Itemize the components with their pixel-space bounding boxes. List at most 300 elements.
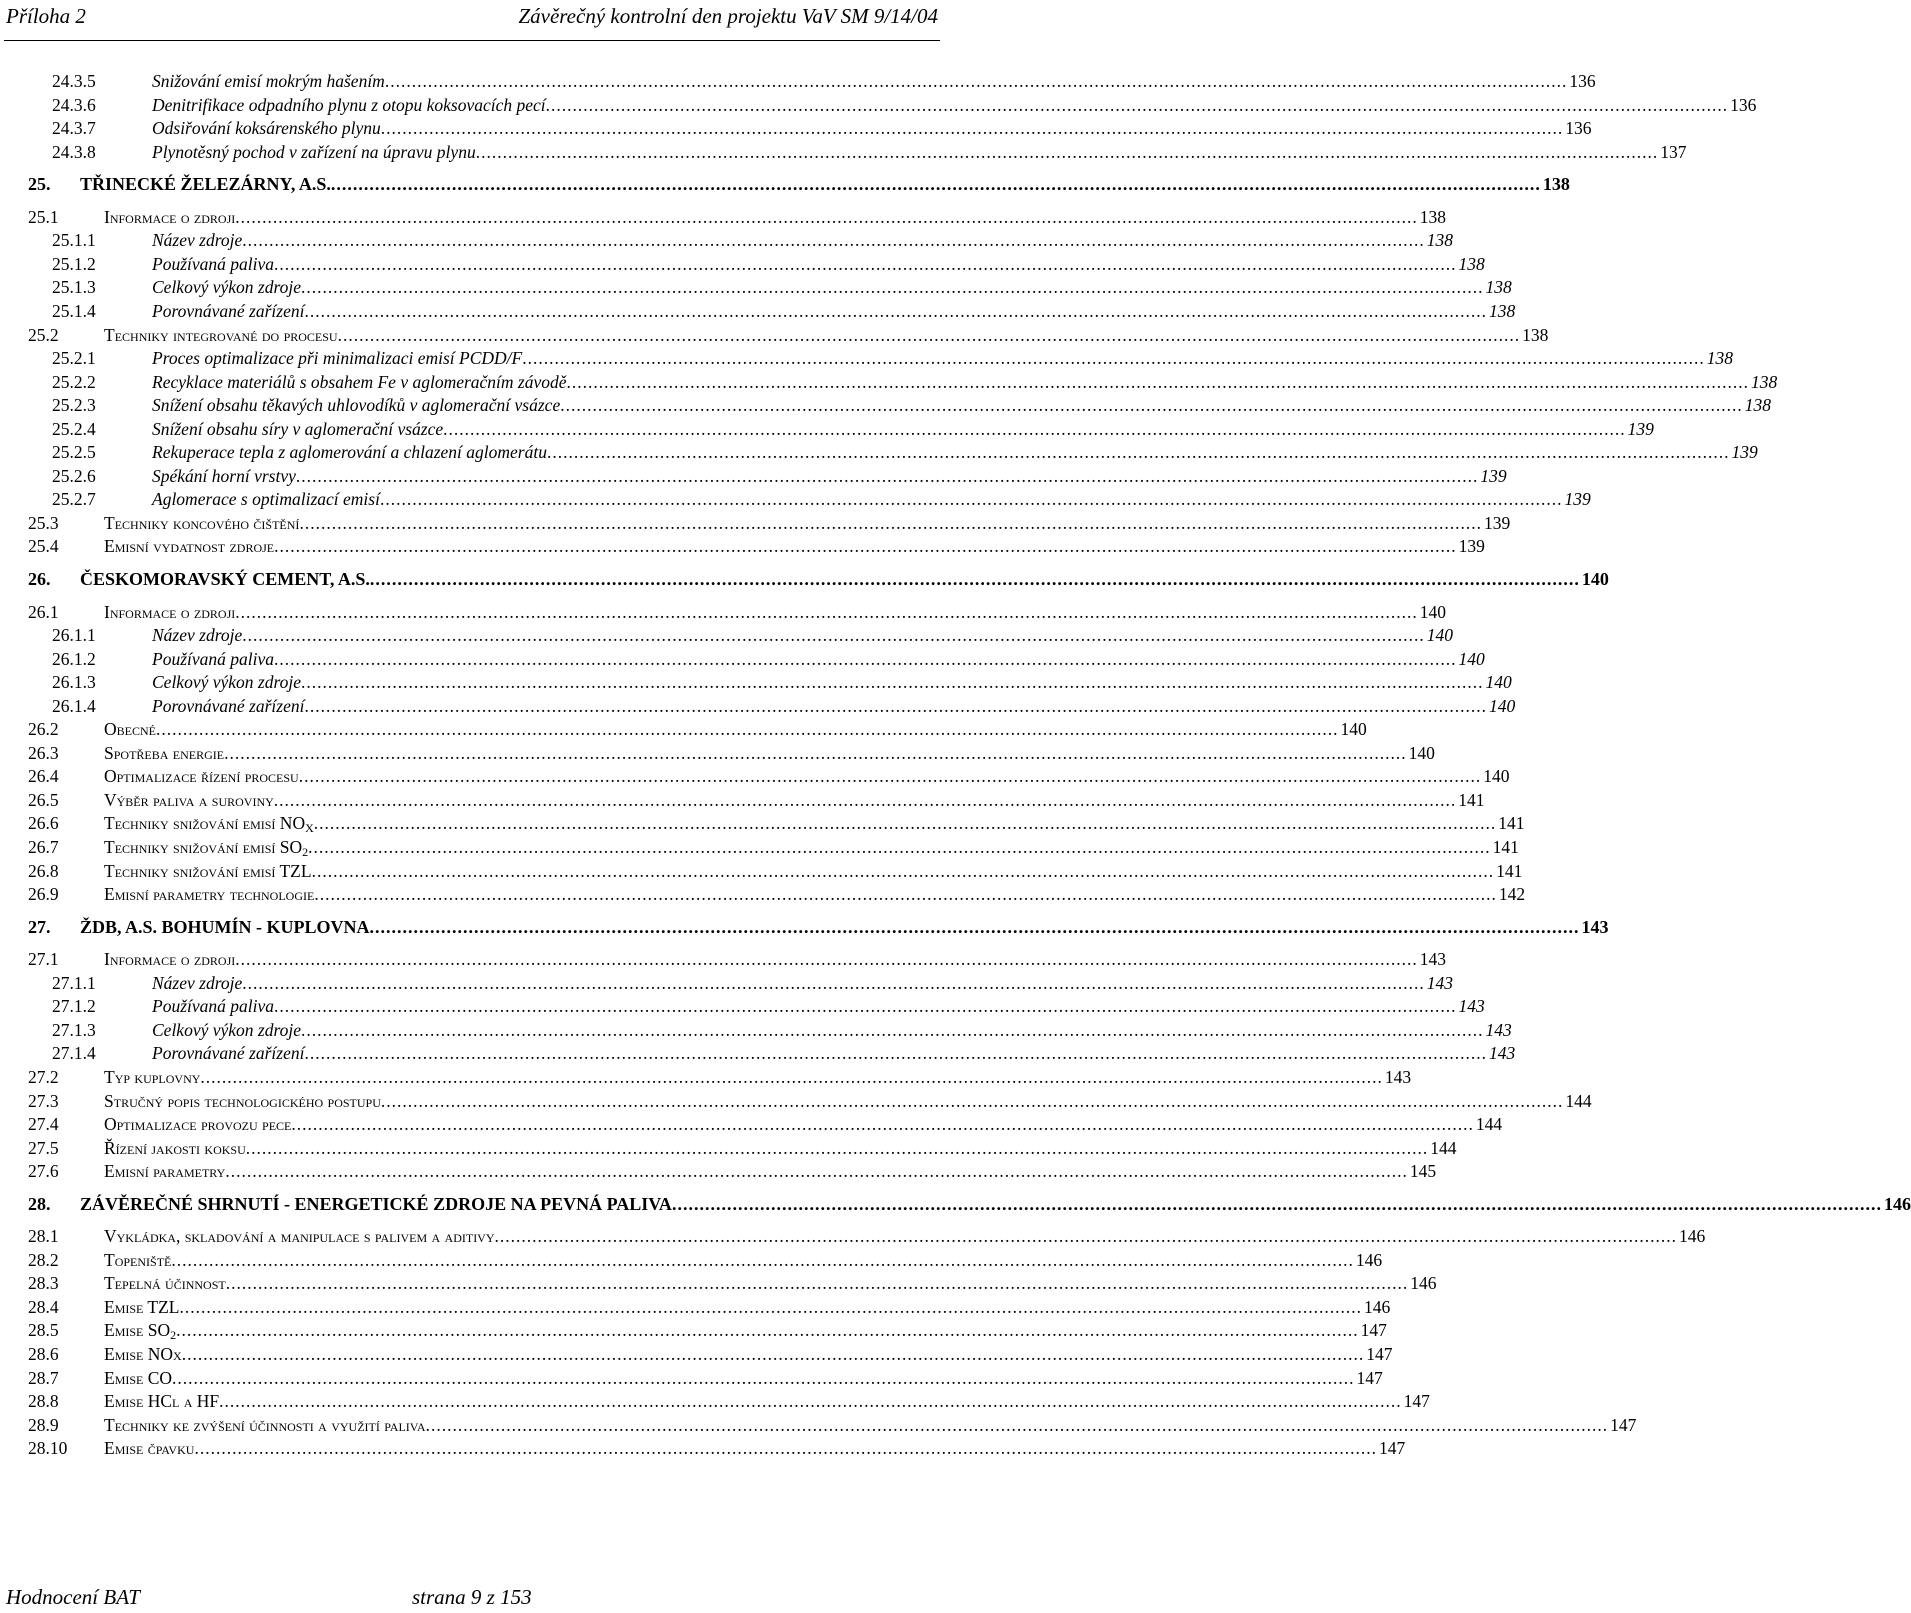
toc-entry-page: 138 [1426,230,1453,250]
toc-entry-title-text: Název zdroje [152,230,243,250]
toc-entry-title [104,1319,176,1346]
toc-leader-dots: ............................................................................................................................................................................................................................ [235,602,1418,622]
toc-entry[interactable] [28,1390,1430,1412]
toc-entry-title-text: Recyklace materiálů s obsahem Fe v aglomeračním závodě [152,372,567,392]
toc-entry[interactable] [52,418,1654,440]
toc-entry-number: 25.2 [28,325,59,345]
toc-entry[interactable] [28,948,1447,970]
toc-entry-title-text: Porovnávané zařízení [152,1043,305,1063]
toc-entry-number: 26. [28,569,51,589]
toc-entry-title-text: Techniky snižování emisí SO [104,837,303,857]
toc-entry[interactable] [28,512,1511,534]
toc-entry-page: 141 [1496,861,1523,881]
toc-leader-dots: ............................................................................................................................................................................................................................ [313,813,1497,833]
toc-entry-title-text: Informace o zdroji [104,207,236,227]
toc-entry[interactable] [28,206,1447,228]
toc-entry-title-text: Vykládka, skladování a manipulace s palivem a aditivy [104,1226,495,1246]
toc-entry[interactable] [28,535,1485,557]
toc-entry-page: 141 [1498,813,1525,833]
toc-entry-number: 26.1.1 [52,625,96,645]
toc-entry-title [152,441,547,463]
toc-entry[interactable] [28,883,1526,905]
toc-entry-title [104,948,235,970]
toc-entry-number: 26.1.2 [52,649,96,669]
toc-entry-title [104,601,235,623]
toc-entry-page: 138 [1744,395,1771,415]
toc-leader-dots: ............................................................................................................................................................................................................................ [274,254,1457,274]
toc-entry-number: 25.2.5 [52,442,96,462]
toc-entry[interactable] [28,1437,1406,1459]
toc-entry-title [152,995,274,1017]
toc-entry-title [80,916,370,938]
toc-entry-page: 147 [1360,1320,1387,1340]
toc-entry[interactable] [28,860,1523,882]
toc-leader-dots: ............................................................................................................................................................................................................................ [235,949,1418,969]
toc-entry-page: 138 [1706,348,1733,368]
toc-entry[interactable] [52,671,1512,693]
toc-entry-number: 26.3 [28,743,59,763]
toc-entry-number: 25. [28,174,51,194]
toc-leader-dots: ............................................................................................................................................................................................................................ [176,1320,1359,1340]
toc-entry-number: 26.4 [28,766,59,786]
toc-entry-title-text: Výběr paliva a suroviny [104,790,274,810]
toc-entry-title-text: Porovnávané zařízení [152,301,305,321]
toc-leader-dots: ............................................................................................................................................................................................................................ [200,1067,1383,1087]
toc-leader-dots: ............................................................................................................................................................................................................................ [369,917,1580,937]
toc-entry-title-text: Typ kuplovny [104,1067,201,1087]
toc-entry-page: 138 [1458,254,1485,274]
toc-entry-page: 144 [1565,1091,1592,1111]
toc-leader-dots: ............................................................................................................................................................................................................................ [273,790,1457,810]
toc-entry[interactable] [28,1367,1383,1389]
toc-entry[interactable] [52,695,1516,717]
toc-entry-number: 27.1.4 [52,1043,96,1063]
toc-entry-title-text: Proces optimalizace při minimalizaci emisí PCDD/F [152,348,523,368]
toc-leader-dots: ............................................................................................................................................................................................................................ [425,1415,1609,1435]
toc-entry[interactable] [28,1296,1391,1318]
toc-entry[interactable] [52,347,1733,369]
toc-entry[interactable] [28,1414,1637,1436]
toc-entry-title [152,253,274,275]
toc-entry[interactable] [28,789,1485,811]
toc-entry-title-text: ČESKOMORAVSKÝ CEMENT, A.S. [80,569,370,589]
toc-entry-page: 139 [1480,466,1507,486]
toc-entry[interactable] [28,812,1525,835]
toc-entry-page: 138 [1751,372,1778,392]
toc-entry[interactable] [52,141,1687,163]
toc-leader-dots: ............................................................................................................................................................................................................................ [566,372,1750,392]
toc-entry[interactable] [52,300,1516,322]
toc-entry-number: 28.10 [28,1438,68,1458]
page-footer [0,1583,960,1613]
toc-entry[interactable] [52,276,1512,298]
toc-entry[interactable] [28,1225,1706,1247]
toc-entry-page: 139 [1483,513,1511,533]
toc-entry[interactable] [28,916,1609,938]
toc-entry-number: 25.4 [28,536,59,556]
toc-entry-title [104,206,235,228]
toc-leader-dots: ............................................................................................................................................................................................................................ [330,174,1541,194]
toc-entry[interactable] [52,94,1757,116]
toc-entry-title-text: Používaná paliva [152,649,274,669]
toc-entry[interactable] [28,1113,1503,1135]
toc-entry-page: 140 [1426,625,1453,645]
toc-entry-title-text: Techniky ke zvýšení účinnosti a využití paliva [104,1415,426,1435]
toc-leader-dots: ............................................................................................................................................................................................................................ [304,1043,1487,1063]
toc-leader-dots: ............................................................................................................................................................................................................................ [299,513,1482,533]
toc-leader-dots: ............................................................................................................................................................................................................................ [172,1368,1355,1388]
toc-entry-page: 139 [1564,489,1591,509]
toc-entry-page: 136 [1569,71,1596,91]
toc-entry-page: 146 [1410,1273,1437,1293]
footer-page-number: strana 9 z 153 [412,1585,532,1609]
toc-entry-title [104,1066,200,1088]
toc-entry-title [152,418,443,440]
toc-entry-title [104,1137,246,1159]
page-header [0,0,960,42]
toc-entry-title [104,1296,180,1318]
toc-entry-title-text: Název zdroje [152,973,243,993]
toc-entry-title [104,860,312,882]
toc-entry-title [152,972,242,994]
toc-entry-number: 24.3.5 [52,71,96,91]
toc-entry-title [152,276,301,298]
toc-entry-title [104,1414,426,1436]
toc-entry-number: 27.1.3 [52,1020,96,1040]
toc-entry-page: 147 [1403,1391,1430,1411]
toc-entry-title [80,173,331,195]
toc-entry[interactable] [52,229,1453,251]
toc-entry[interactable] [52,465,1507,487]
toc-entry-title [152,648,274,670]
toc-entry-title-text: Celkový výkon zdroje [152,1020,302,1040]
toc-entry-number: 25.1 [28,207,59,227]
toc-entry[interactable] [28,1160,1437,1182]
toc-entry-page: 146 [1679,1226,1706,1246]
toc-entry-number: 27.4 [28,1114,59,1134]
toc-entry[interactable] [28,718,1367,740]
toc-entry-page: 136 [1730,95,1757,115]
toc-entry-title [152,465,296,487]
toc-entry-page: 143 [1458,996,1485,1016]
toc-entry[interactable] [52,648,1485,670]
toc-entry-number: 24.3.7 [52,118,96,138]
toc-entry-number: 28.6 [28,1344,59,1364]
header-appendix-label: Příloha 2 [6,4,86,28]
toc-entry-title [104,1437,194,1459]
footer-document-title: Hodnocení BAT [6,1585,140,1609]
toc-entry-title-text: Snížení obsahu těkavých uhlovodíků v aglomerační vsázce [152,395,561,415]
toc-entry-title-text: Emise čpavku [104,1438,195,1458]
toc-entry[interactable] [28,324,1549,346]
toc-entry[interactable] [52,1019,1512,1041]
toc-leader-dots: ............................................................................................................................................................................................................................ [443,419,1626,439]
toc-entry[interactable] [52,488,1591,510]
toc-entry-number: 25.2.7 [52,489,96,509]
toc-entry-page: 140 [1340,719,1367,739]
toc-leader-dots: ............................................................................................................................................................................................................................ [171,1250,1354,1270]
toc-entry-page: 143 [1426,973,1453,993]
toc-entry-title [152,141,476,163]
toc-entry-page: 147 [1366,1344,1393,1364]
toc-entry-title-text: Plynotěsný pochod v zařízení na úpravu plynu [152,142,476,162]
toc-entry-title-text: Tepelná účinnost [104,1273,226,1293]
toc-entry-title [152,394,560,416]
toc-leader-dots: ............................................................................................................................................................................................................................ [304,696,1487,716]
toc-leader-dots: ............................................................................................................................................................................................................................ [522,348,1705,368]
toc-leader-dots: ............................................................................................................................................................................................................................ [560,395,1743,415]
toc-leader-dots: ............................................................................................................................................................................................................................ [380,118,1564,138]
toc-entry-page: 140 [1458,649,1485,669]
toc-entry-number: 28.4 [28,1297,59,1317]
toc-entry-title [104,812,314,839]
toc-entry-page: 140 [1485,672,1512,692]
toc-entry-page: 141 [1492,837,1519,857]
toc-entry-title [104,1113,291,1135]
toc-entry-number: 26.1.4 [52,696,96,716]
header-rule [4,40,940,41]
toc-entry[interactable] [52,441,1758,463]
toc-entry-number: 25.2.4 [52,419,96,439]
toc-entry-page: 138 [1419,207,1447,227]
toc-entry[interactable] [28,1193,1911,1215]
toc-entry-title [104,1090,381,1112]
toc-entry-title-text: Techniky integrované do procesu [104,325,338,345]
toc-entry[interactable] [28,1319,1387,1342]
toc-entry-title [152,347,522,369]
toc-entry-number: 27.3 [28,1091,59,1111]
toc-entry[interactable] [28,836,1519,859]
toc-entry-page: 146 [1364,1297,1391,1317]
toc-entry-title-text: Informace o zdroji [104,949,236,969]
toc-leader-dots: ............................................................................................................................................................................................................................ [242,625,1425,645]
toc-entry-title [152,70,385,92]
toc-entry-title-text: Spotřeba energie [104,743,225,763]
toc-leader-dots: ............................................................................................................................................................................................................................ [274,996,1457,1016]
toc-entry-page: 139 [1458,536,1485,556]
toc-entry-title-text: Techniky koncového čištění [104,513,300,533]
toc-entry-page: 140 [1483,766,1510,786]
toc-entry-title-text: ZÁVĚREČNÉ SHRNUTÍ - ENERGETICKÉ ZDROJE NA PEVNÁ PALIVA [80,1194,672,1214]
toc-leader-dots: ............................................................................................................................................................................................................................ [301,1020,1484,1040]
toc-leader-dots: ............................................................................................................................................................................................................................ [245,1138,1429,1158]
toc-entry-page: 140 [1419,602,1447,622]
toc-entry[interactable] [52,253,1485,275]
toc-entry-title-text: TŘINECKÉ ŽELEZÁRNY, A.S. [80,174,331,194]
toc-entry-number: 27. [28,917,51,937]
toc-entry[interactable] [28,601,1447,623]
toc-entry-number: 28.3 [28,1273,59,1293]
toc-entry-page: 138 [1488,301,1516,321]
toc-entry-title-text: Rekuperace tepla z aglomerování a chlazení aglomerátu [152,442,547,462]
toc-entry-title-text: Používaná paliva [152,996,274,1016]
toc-entry-number: 26.6 [28,813,59,833]
toc-entry-title [104,765,299,787]
toc-leader-dots: ............................................................................................................................................................................................................................ [298,766,1482,786]
toc-entry-title [152,300,304,322]
toc-entry-title [80,1193,672,1215]
toc-entry-title-text: Emise SO [104,1320,171,1340]
toc-entry-number: 26.7 [28,837,59,857]
toc-entry-number: 28. [28,1194,51,1214]
toc-entry-title-text: Emise CO [104,1368,173,1388]
toc-entry-page: 140 [1408,743,1435,763]
toc-entry-number: 28.7 [28,1368,59,1388]
toc-entry-number: 25.3 [28,513,59,533]
toc-entry-number: 26.1.3 [52,672,96,692]
toc-entry[interactable] [28,1090,1592,1112]
toc-entry-title-text: Denitrifikace odpadního plynu z otopu koksovacích pecí [152,95,546,115]
toc-leader-dots: ............................................................................................................................................................................................................................ [181,1344,1365,1364]
toc-entry-number: 28.2 [28,1250,59,1270]
toc-entry-title-text: Obecné [104,719,156,739]
toc-leader-dots: ............................................................................................................................................................................................................................ [291,1114,1474,1134]
toc-entry-title-text: Celkový výkon zdroje [152,277,302,297]
toc-entry[interactable] [28,1343,1393,1365]
toc-entry-title [152,1042,304,1064]
toc-leader-dots: ............................................................................................................................................................................................................................ [219,1391,1402,1411]
toc-leader-dots: ............................................................................................................................................................................................................................ [235,207,1418,227]
toc-entry[interactable] [28,568,1609,590]
toc-entry-page: 136 [1565,118,1592,138]
toc-entry-title-text: Porovnávané zařízení [152,696,305,716]
toc-entry[interactable] [28,1272,1437,1294]
toc-entry-page: 143 [1581,917,1609,937]
toc-entry-page: 147 [1378,1438,1406,1458]
toc-entry-title-text: Název zdroje [152,625,243,645]
toc-entry[interactable] [28,742,1435,764]
toc-entry-number: 25.2.6 [52,466,96,486]
toc-entry-number: 25.1.2 [52,254,96,274]
toc-leader-dots: ............................................................................................................................................................................................................................ [379,489,1563,509]
toc-entry-page: 147 [1610,1415,1637,1435]
toc-entry-number: 27.1 [28,949,59,969]
toc-entry-page: 141 [1458,790,1485,810]
toc-leader-dots: ............................................................................................................................................................................................................................ [337,325,1521,345]
toc-leader-dots: ............................................................................................................................................................................................................................ [314,884,1497,904]
toc-leader-dots: ............................................................................................................................................................................................................................ [546,442,1730,462]
toc-entry-subscript: 2 [170,1328,177,1342]
toc-entry-title-text: Celkový výkon zdroje [152,672,302,692]
toc-entry-title [80,568,370,590]
toc-entry-number: 27.5 [28,1138,59,1158]
toc-entry-number: 26.8 [28,861,59,881]
toc-leader-dots: ............................................................................................................................................................................................................................ [274,649,1457,669]
toc-entry-title-text: Snižování emisí mokrým hašením [152,71,385,91]
toc-entry[interactable] [52,70,1596,92]
toc-entry[interactable] [28,1137,1457,1159]
toc-entry-title [152,94,546,116]
toc-entry[interactable] [52,995,1485,1017]
toc-entry-title-text: Používaná paliva [152,254,274,274]
toc-entry-number: 28.5 [28,1320,59,1340]
toc-entry[interactable] [28,173,1570,195]
toc-entry-title [104,535,274,557]
toc-leader-dots: ............................................................................................................................................................................................................................ [311,861,1495,881]
toc-entry-page: 140 [1581,569,1609,589]
toc-leader-dots: ............................................................................................................................................................................................................................ [308,837,1491,857]
toc-entry[interactable] [52,1042,1516,1064]
toc-leader-dots: ............................................................................................................................................................................................................................ [179,1297,1362,1317]
toc-leader-dots: ............................................................................................................................................................................................................................ [384,71,1568,91]
toc-entry-title-text: Optimalizace provozu pece [104,1114,292,1134]
toc-entry[interactable] [52,972,1453,994]
header-project-title: Závěrečný kontrolní den projektu VaV SM 9/14/04 [518,4,938,28]
toc-entry-title [104,1160,225,1182]
toc-entry-title-text: Odsiřování koksárenského plynu [152,118,381,138]
toc-entry-number: 28.8 [28,1391,59,1411]
toc-leader-dots: ............................................................................................................................................................................................................................ [225,1161,1408,1181]
toc-entry-number: 26.2 [28,719,59,739]
toc-entry[interactable] [52,624,1453,646]
toc-entry-title-text: Techniky snižování emisí NO [104,813,306,833]
toc-entry-title [104,1343,182,1365]
toc-entry-number: 25.2.2 [52,372,96,392]
toc-entry-title [104,718,156,740]
toc-leader-dots: ............................................................................................................................................................................................................................ [274,536,1457,556]
toc-entry-title-text: Stručný popis technologického postupu [104,1091,381,1111]
toc-entry-page: 137 [1660,142,1687,162]
toc-entry-title [104,324,338,346]
toc-entry[interactable] [28,1249,1383,1271]
toc-entry-number: 28.1 [28,1226,59,1246]
toc-entry-title-text: Techniky snižování emisí TZL [104,861,312,881]
toc-entry-title [104,1367,172,1389]
toc-entry-title [104,883,314,905]
toc-entry-page: 139 [1627,419,1654,439]
toc-leader-dots: ............................................................................................................................................................................................................................ [475,142,1659,162]
toc-entry-title-text: ŽDB, A.S. BOHUMÍN - KUPLOVNA [80,917,370,937]
toc-leader-dots: ............................................................................................................................................................................................................................ [380,1091,1564,1111]
toc-entry-subscript: X [305,821,314,835]
toc-leader-dots: ............................................................................................................................................................................................................................ [295,466,1479,486]
toc-entry-subscript: 2 [302,845,309,859]
toc-leader-dots: ............................................................................................................................................................................................................................ [304,301,1487,321]
toc-entry-page: 143 [1384,1067,1412,1087]
toc-entry-title [152,117,381,139]
toc-entry-number: 25.1.1 [52,230,96,250]
toc-entry[interactable] [52,371,1778,393]
toc-entry-page: 145 [1409,1161,1437,1181]
toc-entry-title [104,1225,495,1247]
toc-entry-page: 139 [1731,442,1758,462]
toc-entry-title [152,371,567,393]
toc-entry-title [104,1249,171,1271]
toc-entry-title-text: Topeniště [104,1250,172,1270]
toc-leader-dots: ............................................................................................................................................................................................................................ [155,719,1339,739]
toc-leader-dots: ............................................................................................................................................................................................................................ [224,743,1407,763]
toc-entry-title-text: Informace o zdroji [104,602,236,622]
toc-entry[interactable] [28,765,1510,787]
toc-entry[interactable] [52,117,1592,139]
toc-entry-page: 140 [1488,696,1516,716]
toc-entry[interactable] [52,394,1771,416]
toc-leader-dots: ............................................................................................................................................................................................................................ [369,569,1580,589]
toc-entry-title-text: Emisní vydatnost zdroje [104,536,275,556]
toc-leader-dots: ............................................................................................................................................................................................................................ [671,1194,1882,1214]
toc-leader-dots: ............................................................................................................................................................................................................................ [225,1273,1409,1293]
toc-entry-number: 27.6 [28,1161,59,1181]
toc-leader-dots: ............................................................................................................................................................................................................................ [301,277,1484,297]
toc-entry-title [152,1019,301,1041]
toc-entry-title [152,488,380,510]
toc-entry[interactable] [28,1066,1412,1088]
toc-entry-number: 26.5 [28,790,59,810]
toc-leader-dots: ............................................................................................................................................................................................................................ [194,1438,1377,1458]
toc-entry-title-text: Emisní parametry [104,1161,226,1181]
toc-entry-title-text: Emise HCl a HF [104,1391,220,1411]
toc-leader-dots: ............................................................................................................................................................................................................................ [494,1226,1678,1246]
